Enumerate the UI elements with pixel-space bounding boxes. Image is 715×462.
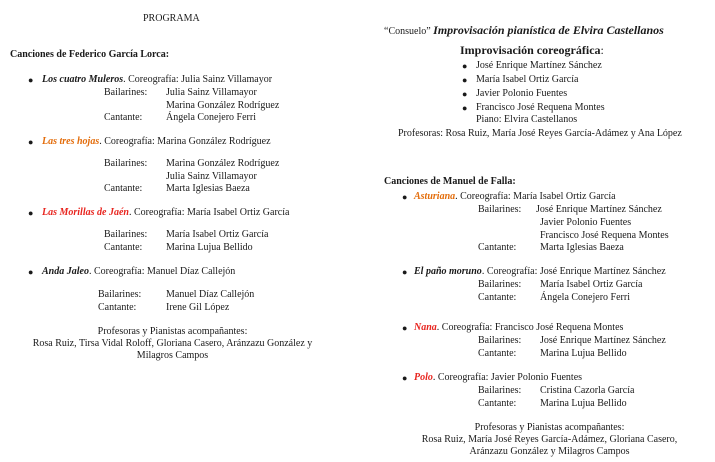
credits-line: Aránzazu González y Milagros Campos (469, 446, 630, 457)
bullet-icon: ● (28, 137, 34, 147)
performer-name: Ángela Conejero Ferri (166, 112, 256, 123)
performer-name: Marina Lujua Bellido (540, 348, 627, 359)
performer-name: Cristina Cazorla García (540, 385, 635, 396)
performer-label: Cantante: (104, 112, 143, 123)
performer-name: Marina González Rodríguez (166, 158, 280, 169)
credits-line: Rosa Ruiz, María José Reyes García-Adámez, Gloriana Casero, (421, 434, 678, 445)
falla-section-title: Canciones de Manuel de Falla: (384, 176, 516, 187)
bullet-icon: ● (462, 75, 468, 85)
credits-heading: Profesoras y Pianistas acompañantes: (474, 422, 625, 433)
lorca-section-title: Canciones de Federico García Lorca: (10, 49, 170, 60)
performer-name: José Enrique Martínez Sánchez (536, 204, 662, 215)
performer-name: Irene Gil López (166, 302, 230, 313)
credits-heading: Profesoras y Pianistas acompañantes: (97, 326, 248, 337)
performer-name: Marina González Rodríguez (166, 100, 280, 111)
piano-line: Piano: Elvira Castellanos (476, 114, 578, 125)
performer-label: Cantante: (98, 302, 137, 313)
professors-line: Profesoras: Rosa Ruiz, María José Reyes García-Adámez y Ana López (398, 128, 682, 139)
performer-label: Cantante: (104, 183, 143, 194)
performer-label: Bailarines: (104, 229, 148, 240)
performer-label: Bailarines: (478, 279, 522, 290)
performer-label: Cantante: (478, 348, 517, 359)
performer-label: Cantante: (478, 242, 517, 253)
song-line (42, 135, 271, 148)
bullet-icon: ● (462, 61, 468, 71)
song-title: Polo (414, 372, 433, 383)
performer-name: Julia Sainz Villamayor (166, 87, 257, 98)
performer-label: Bailarines: (478, 204, 522, 215)
song-line (42, 206, 289, 219)
bullet-icon: ● (28, 208, 34, 218)
choreography: . Coreografía: María Isabel Ortiz García (128, 207, 290, 218)
bullet-icon: ● (402, 267, 408, 277)
performer-label: Bailarines: (478, 335, 522, 346)
song-title: El paño moruno (414, 266, 482, 277)
choreography: . Coreografía: Javier Polonio Fuentes (432, 372, 583, 383)
subtitle-text: Improvisación coreográfica (460, 43, 601, 57)
choreography: . Coreografía: José Enrique Martínez Sánchez (481, 266, 666, 277)
subtitle-colon: : (600, 43, 604, 57)
choreography: . Coreografía: Marina González Rodríguez (99, 136, 271, 147)
song-line (414, 190, 616, 203)
song-line (42, 73, 272, 86)
bullet-icon: ● (28, 75, 34, 85)
song-title: Asturiana (414, 191, 456, 202)
song-title: Las tres hojas (42, 136, 100, 147)
bullet-icon: ● (462, 89, 468, 99)
song-line (42, 265, 235, 278)
consuelo-title-line (384, 24, 664, 38)
improvisation-title: Improvisación pianística de Elvira Castellanos (433, 23, 664, 37)
song-line (414, 321, 623, 334)
performer-label: Bailarines: (104, 158, 148, 169)
choreography: . Coreografía: Julia Sainz Villamayor (123, 74, 273, 85)
performer-name: Javier Polonio Fuentes (540, 217, 632, 228)
performer-name: Ángela Conejero Ferri (540, 292, 630, 303)
bullet-icon: ● (402, 323, 408, 333)
choreography: . Coreografía: Francisco José Requena Montes (436, 322, 624, 333)
performer-name: José Enrique Martínez Sánchez (540, 335, 666, 346)
performer-name: Marta Iglesias Baeza (540, 242, 624, 253)
performer-name: Julia Sainz Villamayor (166, 171, 257, 182)
performer-name: Marina Lujua Bellido (166, 242, 253, 253)
bullet-icon: ● (402, 373, 408, 383)
dancer-name: María Isabel Ortiz García (476, 74, 579, 85)
song-title: Las Morillas de Jaén (42, 207, 129, 218)
performer-label: Cantante: (104, 242, 143, 253)
performer-label: Bailarines: (478, 385, 522, 396)
dancer-name: Javier Polonio Fuentes (476, 88, 568, 99)
dancer-name: José Enrique Martínez Sánchez (476, 60, 602, 71)
song-title: Anda Jaleo (42, 266, 89, 277)
choreography: . Coreografía: María Isabel Ortiz García (455, 191, 616, 202)
credits-line: Milagros Campos (136, 350, 209, 361)
dancer-name: Francisco José Requena Montes (476, 102, 605, 113)
performer-name: Francisco José Requena Montes (540, 230, 669, 241)
credits-line: Rosa Ruiz, Tirsa Vidal Roloff, Gloriana Casero, Aránzazu González y (32, 338, 313, 349)
consuelo-label: “Consuelo” (384, 26, 431, 37)
performer-label: Bailarines: (104, 87, 148, 98)
bullet-icon: ● (402, 192, 408, 202)
song-title: Nana (414, 322, 437, 333)
bullet-icon: ● (462, 103, 468, 113)
performer-label: Cantante: (478, 398, 517, 409)
performer-name: María Isabel Ortiz García (166, 229, 269, 240)
performer-label: Cantante: (478, 292, 517, 303)
performer-name: Marina Lujua Bellido (540, 398, 627, 409)
performer-label: Bailarines: (98, 289, 142, 300)
song-line (414, 265, 666, 278)
improvisation-subtitle (460, 44, 604, 57)
bullet-icon: ● (28, 267, 34, 277)
choreography: . Coreografía: Manuel Díaz Callejón (88, 266, 236, 277)
performer-name: Manuel Díaz Callejón (166, 289, 255, 300)
song-title: Los cuatro Muleros (42, 74, 124, 85)
program-header: PROGRAMA (143, 13, 200, 24)
performer-name: Marta Iglesias Baeza (166, 183, 250, 194)
song-line (414, 371, 582, 384)
performer-name: María Isabel Ortiz García (540, 279, 643, 290)
